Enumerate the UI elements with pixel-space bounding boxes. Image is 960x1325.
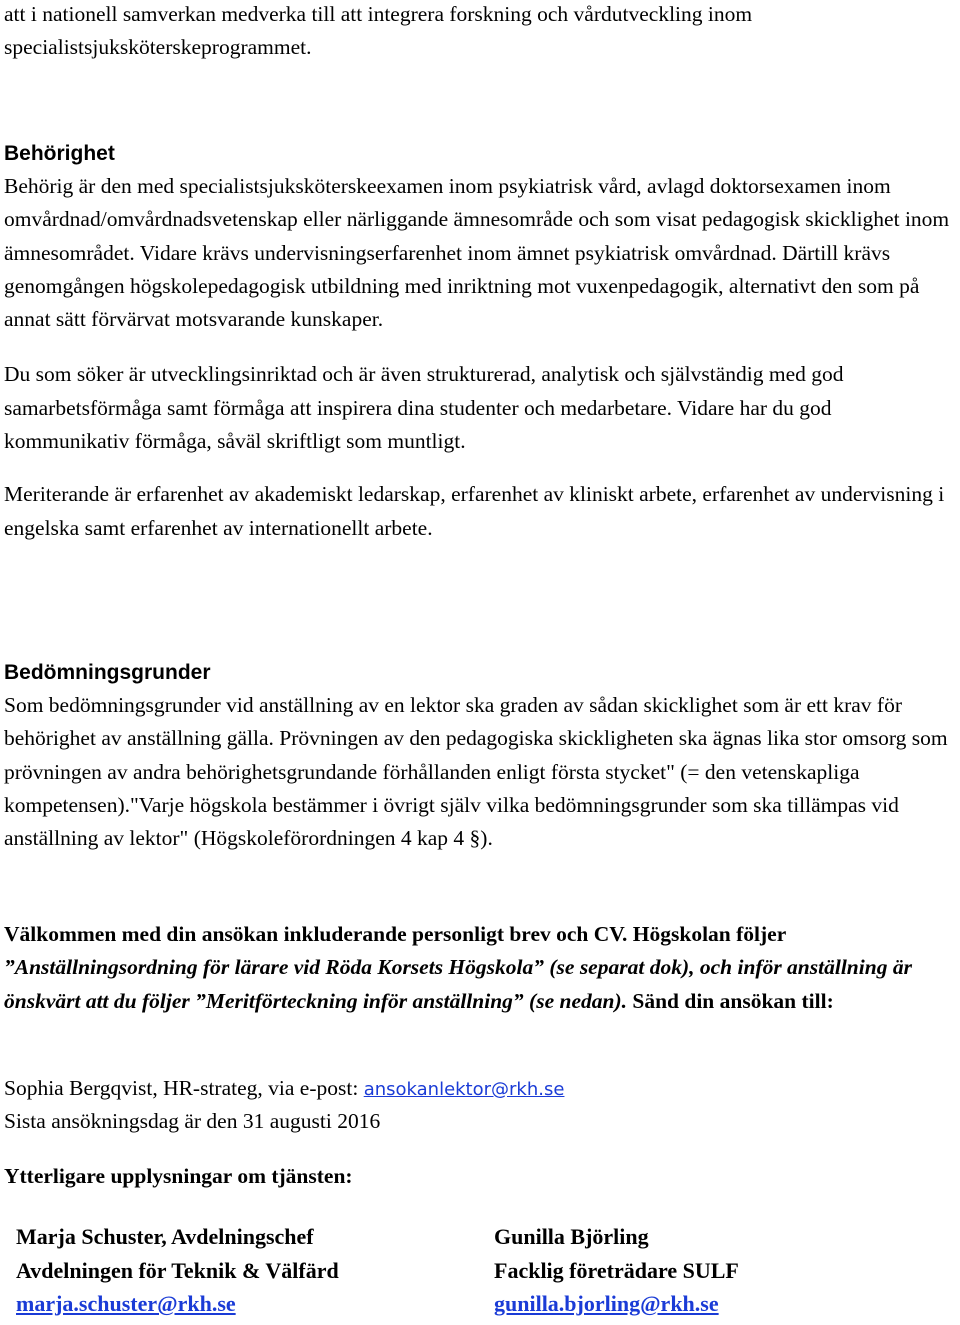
section-heading: Behörighet <box>4 142 115 165</box>
section-behorighet <box>4 137 956 545</box>
application-text-italic: ”Anställningsordning för lärare vid Röda Korsets Högskola” (se separat dok), och inför anställning är önskvärt att du följer ”Meritförteckning inför anställning” (se nedan). <box>4 955 912 1013</box>
contact-name: Marja Schuster, Avdelningschef <box>16 1224 314 1249</box>
section-heading: Bedömningsgrunder <box>4 661 211 684</box>
contact-email-link[interactable]: marja.schuster@rkh.se <box>16 1291 236 1316</box>
application-paragraph <box>4 918 956 1018</box>
contact-line <box>4 1072 564 1106</box>
contact-name: Gunilla Björling <box>494 1224 649 1249</box>
contact-card <box>16 1220 339 1321</box>
paragraph: Meriterande är erfarenhet av akademiskt ledarskap, erfarenhet av kliniskt arbete, erfarenhet av undervisning i engelska samt erfarenhet av internationellt arbete. <box>4 482 945 540</box>
application-email-link[interactable]: ansokanlektor@rkh.se <box>363 1079 565 1100</box>
intro-line: att i nationell samverkan medverka till att integrera forskning och vårdutveckling inom <box>4 2 753 26</box>
section-bedomningsgrunder <box>4 656 956 855</box>
application-text: Välkommen med din ansökan inkluderande personligt brev och CV. Högskolan följer <box>4 922 786 946</box>
deadline-text: Sista ansökningsdag är den 31 augusti 2016 <box>4 1109 381 1133</box>
contact-line-text: Sophia Bergqvist, HR-strateg, via e-post: <box>4 1076 364 1100</box>
paragraph: Som bedömningsgrunder vid anställning av en lektor ska graden av sådan skicklighet som är ett krav för behörighet av anställning gälla. Prövningen av den pedagogiska skickligheten ska ägnas lika stor omsorg som prövningen av andra behörighetsgrundande förhållanden enligt första stycket" (= den vetenskapliga kompetensen)."Varje högskola bestämmer i övrigt själv vilka bedömningsgrunder som ska tillämpas vid anställning av lektor" (Högskoleförordningen 4 kap 4 §). <box>4 693 948 851</box>
contact-role: Facklig företrädare SULF <box>494 1257 739 1283</box>
paragraph: Du som söker är utvecklingsinriktad och är även strukturerad, analytisk och självständig med god samarbetsförmåga samt förmåga att inspirera dina studenter och medarbetare. Vidare har du god kommunikativ förmåga, såväl skriftligt som muntligt. <box>4 362 844 454</box>
contact-role: Avdelningen för Teknik & Välfärd <box>16 1257 339 1283</box>
intro-text <box>4 0 752 65</box>
contact-email-link[interactable]: gunilla.bjorling@rkh.se <box>494 1291 719 1316</box>
more-info-heading: Ytterligare upplysningar om tjänsten: <box>4 1164 353 1188</box>
contact-card <box>494 1220 739 1321</box>
intro-line: specialistsjuksköterskeprogrammet. <box>4 35 312 60</box>
paragraph: Behörig är den med specialistsjuksköterskeexamen inom psykiatrisk vård, avlagd doktorsexamen inom omvårdnad/omvårdnadsvetenskap eller närliggande ämnesområde och som visat pedagogisk skicklighet inom ämnesområdet. Vidare krävs undervisningserfarenhet inom ämnet psykiatrisk omvårdnad. Därtill krävs genomgången högskolepedagogisk utbildning med inriktning mot vuxenpedagogik, alternativt den som på annat sätt förvärvat motsvarande kunskaper. <box>4 174 950 332</box>
application-text: Sänd din ansökan till: <box>626 988 834 1013</box>
